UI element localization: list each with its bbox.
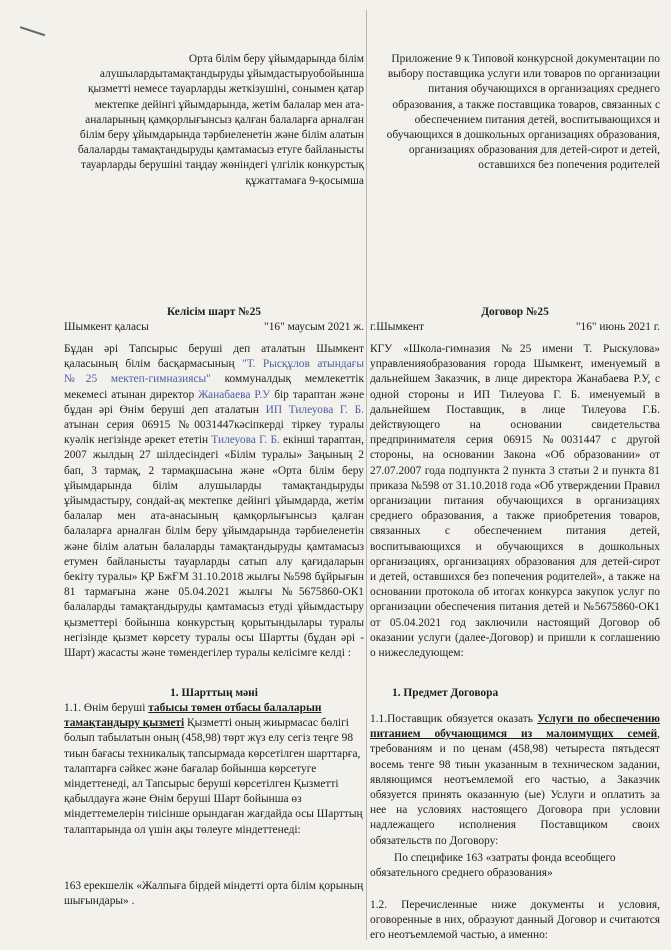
ru-header <box>370 52 660 174</box>
kz-title: Келісім шарт №25 <box>166 306 262 318</box>
kz-clause-1-1: 1.1. Өнім беруші табысы төмен отбасы балаларын тамақтандыру қызметі Қызметті оның жиырмасас бөлігі болып табылатын оның (458,98) төрт жүз елу сегіз теңге 98 тиын бағасы техникалық тапсырмада көрсетілген шарттарға, талаптарға сәйкес және бағалар бойынша көрсетуге міндеттенеді, ал Тапсырыс беруші көрсетілген Қызметті қабылдауға және Өнім беруші Шарт бойынша өз міндеттемелерін тиісінше орындаған жағдайда осы Шарттың талаптарында ол үшін ақы төлеуге міндеттенеді: <box>64 702 363 836</box>
ru-section-1: 1. Предмет Договора <box>392 687 499 699</box>
kz-specifics: 163 ерекшелік «Жалпыға бірдей міндетті орта білім қорының шығындары» . <box>64 880 364 908</box>
ru-clause-1-2: 1.2. Перечисленные ниже документы и условия, оговоренные в них, образуют данный Договор и считаются его неотъемлемой частью, а именно: <box>370 899 660 942</box>
ru-preamble: КГУ «Школа-гимназия №25 имени Т. Рыскулова» управленияобразования города Шымкент, именуемый в дальнейшем Заказчик, в лице директора Жанабаева Р.У, с одной стороны и ИП Тилеуова Г. Б. именуемый в дальнейшем Поставщик, в лице Тилеуова Г.Б. действующего на основании свидетельства предпринимателя серия 06915 №0031447 с другой стороны, на основании Закона «Об образовании» от 27.07.2007 года подпункта 2 пункта 3 статьи 2 и пункта 81 приказа №598 от 31.10.2018 года «Об утверждении Правил организации питания обучающихся в организациях среднего образования, а также приобретения товаров, связанных с обеспечением питания детей, воспитывающихся и обучающихся в дошкольных организациях, организациях образования для детей-сирот и детей, оставшихся без попечения родителей», а также на основании протокола об итогах конкурса закупок услуг по организации обеспечения питания детей и №5675860-ОК1 от 05.04.2021 год заключили настоящий Договор об оказании услуги (далее-Договор) и пришли к соглашению о нижеследующем: <box>370 343 660 660</box>
ru-city: г.Шымкент <box>370 321 424 333</box>
kz-place-date <box>64 320 364 335</box>
ru-title: Договор №25 <box>481 306 549 318</box>
ru-place-date <box>370 320 660 335</box>
ru-date: "16" июнь 2021 г. <box>575 321 660 333</box>
kz-preamble: Бұдан әрі Тапсырыс беруші деп аталатын Шымкент қаласының білім басқармасының "Т. Рысқұлов атындағы №25 мектеп-гимназиясы" коммуналдық мемлекеттік мекемесі атынан директор Жанабаева Р.У бір тараптан және бұдан әрі Өнім беруші деп аталатын ИП Тилеуова Г. Б. атынан серия 06915 №0031447кәсіпкерді тіркеу туралы куәлік негізінде әрекет ететін Тилеуова Г. Б. екінші тараптан, 2007 жылдың 27 шілдесіндегі «Білім туралы» Заңының 2 бап, 3 тармақ, 2 тармақшасына және «Орта білім беру ұйымдарында білім алушыларды тамақтандыруды ұйымдастыру, сондай-ақ мектепке дейінгі ұйымдарда, жетім балалар мен ата-анасының қамқорлығынсыз қалған балаларға арналған білім беру ұйымдарында тәрбиеленетін және білім алатын балаларды тамақтандыруды қамтамасыз етумен байланысты тауарларды сатып алу қағидаларын бекіту туралы» ҚР БжҒМ 31.10.2018 жылғы №598 бұйрығын 81 тармағына және 05.04.2021 жылғы №5675860-ОК1 балаларды тамақтандыруды қамтамасыз етуді ұйымдастыру қызметтері бойынша конкурстың қорытындылары туралы негізінде қызмет көрсету туралы осы Шартты (бұдан әрі - Шарт) жасасты және төмендегілер туралы келісімге келді : <box>64 343 364 660</box>
ru-appendix-text: Приложение 9 к Типовой конкурсной документации по выбору поставщика услуги или товаров по организации питания обучающихся в организациях среднего образования, а также поставщика товаров, связанных с обеспечением питания детей, воспитывающихся и обучающихся в дошкольных организациях образования, организациях образования для детей-сирот и детей, оставшихся без попечения родителей <box>386 53 660 172</box>
ru-specifics: По специфике 163 «затраты фонда всеобщего обязательного среднего образования» <box>370 852 616 880</box>
pen-mark <box>17 26 45 45</box>
ru-clause-1-1: 1.1.Поставщик обязуется оказать Услуги по обеспечению питанием обучающимся из малоимущих семей, требованиям и по ценам (458,98) четыреста пятьдесят восемь тенге 98 тиын указанным в техническом задании, являющимся неотъемлемой его частью, а Заказчик обязуется принять оказанную (ые) Услуги и оплатить за нее на условиях настоящего Договора при условии надлежащего исполнения Поставщиком своих обязательств по Договору: <box>370 713 660 847</box>
kz-appendix-text: Орта білім беру ұйымдарында білім алушылардытамақтандыруды ұйымдастыруобойынша қызметті немесе тауарларды жеткізушіні, сонымен қатар мектепке дейінгі ұйымдарында, жетім балалар мен ата-аналарының қамқорлығынсыз қалған балаларға арналған білім беру ұйымдарында тәрбиеленетін және білім алатын балаларды тамақтандыруды қамтамасыз етуге байланысты тауарларды берушіні таңдау жөніндегі үлгілік конкурстық құжаттамаға 9-қосымша <box>77 53 364 187</box>
kz-section-1: 1. Шарттың мәні <box>170 687 258 699</box>
kz-date: "16" маусым 2021 ж. <box>264 321 364 333</box>
kz-header <box>64 52 364 189</box>
kz-city: Шымкент қаласы <box>64 321 149 333</box>
column-divider <box>366 10 367 940</box>
